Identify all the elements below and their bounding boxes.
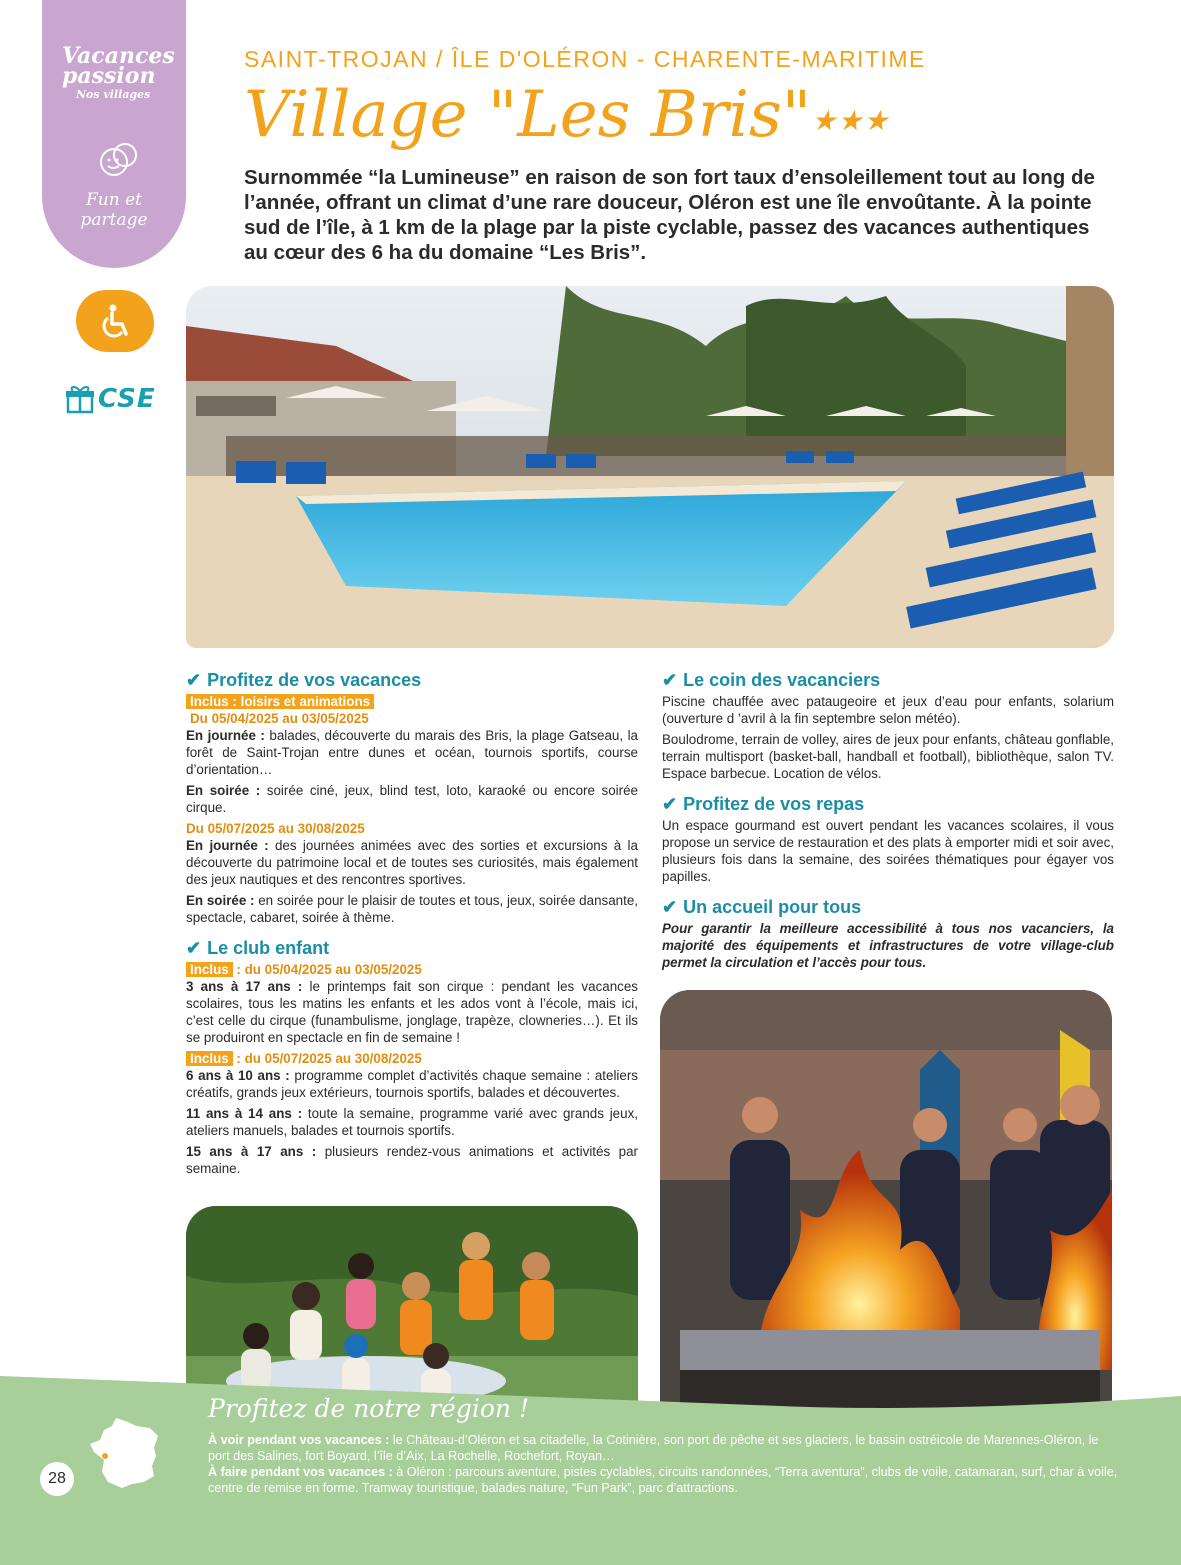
section-vacances	[186, 668, 638, 926]
period-date: Du 05/07/2025 au 30/08/2025	[186, 821, 365, 836]
page-title: Village "Les Bris"★★★	[244, 78, 890, 152]
paragraph: 3 ans à 17 ans : le printemps fait son cirque : pendant les vacances scolaires, tous les matins les enfants et les ados vont à l’école, mais ici, c’est celle du cirque (funambulisme, jonglage, trapèze, clowneries…). Et ils se produiront en spectacle en fin de semaine !	[186, 979, 638, 1045]
page-number: 28	[40, 1462, 74, 1496]
paragraph: Boulodrome, terrain de volley, aires de jeux pour enfants, château gonflable, terrain multisport (basket-ball, handball et football), bibliothèque, salon TV. Espace barbecue. Location de vélos.	[662, 732, 1114, 781]
section-heading: ✔ Un accueil pour tous	[662, 897, 862, 917]
theme-label: Fun et partage	[80, 190, 148, 230]
region-text	[208, 1432, 1118, 1496]
brand-subtitle: Nos villages	[76, 88, 151, 101]
period-date: Du 05/04/2025 au 03/05/2025	[190, 711, 369, 726]
paragraph: 11 ans à 14 ans : toute la semaine, programme varié avec grands jeux, ateliers manuels, balades et tournois sportifs.	[186, 1106, 638, 1138]
france-map-icon	[88, 1416, 164, 1492]
cse-badge: CSE	[66, 382, 156, 416]
paragraph: Pour garantir la meilleure accessibilité à tous nos vacanciers, la majorité des équipements et infrastructures de votre village-club permet la circulation et l’accès pour tous.	[662, 921, 1114, 970]
check-icon: ✔	[186, 938, 202, 958]
period-date: Inclus : du 05/07/2025 au 30/08/2025	[186, 1050, 638, 1067]
paragraph: 6 ans à 10 ans : programme complet d’activités chaque semaine : ateliers créatifs, grands jeux extérieurs, tournois sportifs, balades et découvertes.	[186, 1068, 639, 1100]
region-voir: À voir pendant vos vacances : le Château-d’Oléron et sa citadelle, la Cotinière, son port de pêche et ses glaciers, le bassin ostréicole de Marennes-Oléron, le port des Salines, fort Boyard, l’île d’Aix, La Rochelle, Rochefort, Royan…	[208, 1433, 1099, 1463]
section-coin-vacanciers	[662, 668, 1114, 782]
check-icon: ✔	[662, 897, 678, 917]
check-icon: ✔	[662, 794, 678, 814]
accessibility-badge	[76, 290, 154, 352]
region-title: Profitez de notre région !	[208, 1394, 529, 1423]
paragraph: Piscine chauffée avec pataugeoire et jeux d’eau pour enfants, solarium (ouverture d ’avril à la fin septembre selon météo).	[662, 694, 1114, 726]
section-heading: ✔ Le club enfant	[186, 938, 330, 958]
pool-photo	[186, 286, 1114, 648]
category-tab	[42, 0, 186, 268]
section-accueil	[662, 895, 1114, 971]
section-repas	[662, 792, 1114, 885]
paragraph: Un espace gourmand est ouvert pendant les vacances scolaires, il vous propose un service de restauration et des plats à emporter midi et soir avec, plusieurs fois dans la semaine, des soirées thématiques pour égayer vos papilles.	[662, 818, 1114, 884]
check-icon: ✔	[662, 670, 678, 690]
paragraph: En soirée : en soirée pour le plaisir de toutes et tous, jeux, soirée dansante, spectacle, cabaret, soirée à thème.	[186, 893, 639, 925]
section-heading: ✔ Profitez de vos vacances	[186, 670, 422, 690]
wheelchair-icon	[100, 304, 132, 338]
section-heading: ✔ Le coin des vacanciers	[662, 670, 881, 690]
region-faire: À faire pendant vos vacances : à Oléron : parcours aventure, pistes cyclables, circuits randonnées, “Terra aventura”, clubs de voile, catamaran, surf, char à voile, centre de remise en forme. Tramway touristique, balades nature, “Fun Park”, parc d’attractions.	[208, 1465, 1118, 1495]
paragraph: En soirée : soirée ciné, jeux, blind test, loto, karaoké ou encore soirée cirque.	[186, 783, 638, 815]
gift-icon	[66, 384, 94, 414]
section-heading: ✔ Profitez de vos repas	[662, 794, 865, 814]
brand-logo: Vacances passion	[62, 43, 175, 89]
period-date: Inclus : du 05/04/2025 au 03/05/2025	[186, 961, 638, 978]
paragraph: En journée : balades, découverte du marais des Bris, la plage Gatseau, la forêt de Saint-Trojan entre dunes et océan, tournois sportifs, course d’orientation…	[186, 728, 638, 777]
check-icon: ✔	[186, 670, 202, 690]
intro-paragraph: Surnommée “la Lumineuse” en raison de son fort taux d’ensoleillement tout au long de l’année, offrant un climat d’une rare douceur, Oléron est une île envoûtante. À la pointe sud de l’île, à 1 km de la plage par la piste cyclable, passez des vacances authentiques au cœur des 6 ha du domaine “Les Bris”.	[244, 166, 1095, 264]
paragraph: En journée : des journées animées avec des sorties et excursions à la découverte du patrimoine local et de toutes ses curiosités, mais également des jeux nautiques et des rencontres sportives.	[186, 838, 638, 887]
barbecue-fire-photo	[660, 990, 1112, 1410]
smiley-icon	[94, 138, 142, 182]
paragraph: 15 ans à 17 ans : plusieurs rendez-vous animations et activités par semaine.	[186, 1144, 638, 1176]
left-column	[186, 668, 638, 1187]
location-subtitle: SAINT-TROJAN / ÎLE D'OLÉRON - CHARENTE-MARITIME	[244, 46, 926, 72]
section-club-enfant	[186, 936, 638, 1177]
rating-stars: ★★★	[811, 104, 890, 137]
right-column	[662, 668, 1114, 981]
included-tag: Inclus : loisirs et animations	[186, 694, 374, 709]
